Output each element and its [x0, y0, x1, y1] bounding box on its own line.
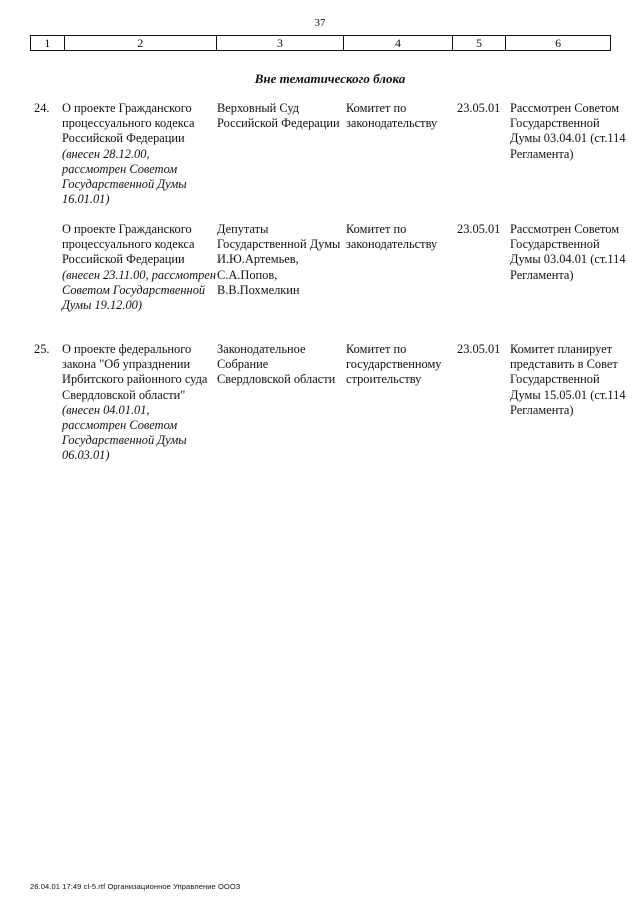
column-header-2: 2: [64, 36, 216, 51]
row-number: 25.: [34, 342, 50, 356]
page-number: 37: [314, 17, 326, 29]
date: 23.05.01: [457, 342, 501, 356]
bill-title: О проекте федерального закона "Об упразднении Ирбитского районного суда Свердловской области": [62, 342, 208, 402]
responsible-committee: Комитет по государственному строительству: [346, 342, 442, 387]
column-header-4: 4: [344, 36, 453, 51]
section-title: Вне тематического блока: [254, 71, 406, 86]
bill-title-cell: [62, 222, 216, 313]
document-footer: 26.04.01 17:49 cl-5.rtf Организационное Управление ОООЗ: [30, 882, 241, 891]
status: Рассмотрен Советом Государственной Думы 03.04.01 (ст.114 Регламента): [510, 101, 626, 161]
bill-title: О проекте Гражданского процессуального кодекса Российской Федерации: [62, 101, 195, 146]
status: Рассмотрен Советом Государственной Думы 03.04.01 (ст.114 Регламента): [510, 222, 626, 282]
bill-note: (внесен 04.01.01, рассмотрен Советом Государственной Думы 06.03.01): [62, 402, 187, 463]
responsible-committee: Комитет по законодательству: [346, 101, 438, 131]
initiator: Законодательное Собрание Свердловской области: [217, 342, 336, 387]
date: 23.05.01: [457, 222, 501, 236]
status: Комитет планирует представить в Совет Государственной Думы 15.05.01 (ст.114 Регламента): [510, 342, 626, 417]
initiator: Депутаты Государственной Думы И.Ю.Артемьев, С.А.Попов, В.В.Похмелкин: [217, 222, 341, 297]
column-header-row: [30, 35, 611, 51]
column-header-5: 5: [452, 36, 505, 51]
row-number: 24.: [34, 101, 50, 115]
initiator: Верховный Суд Российской Федерации: [217, 101, 340, 131]
bill-title-cell: [62, 101, 216, 207]
column-header-1: 1: [31, 36, 65, 51]
bill-note: (внесен 28.12.00, рассмотрен Советом Государственной Думы 16.01.01): [62, 146, 187, 207]
bill-note: (внесен 23.11.00, рассмотрен Советом Государственной Думы 19.12.00): [62, 267, 216, 313]
column-header-3: 3: [216, 36, 343, 51]
bill-title-cell: [62, 342, 216, 464]
column-header-6: 6: [506, 36, 611, 51]
date: 23.05.01: [457, 101, 501, 115]
bill-title: О проекте Гражданского процессуального кодекса Российской Федерации: [62, 222, 195, 267]
responsible-committee: Комитет по законодательству: [346, 222, 438, 252]
